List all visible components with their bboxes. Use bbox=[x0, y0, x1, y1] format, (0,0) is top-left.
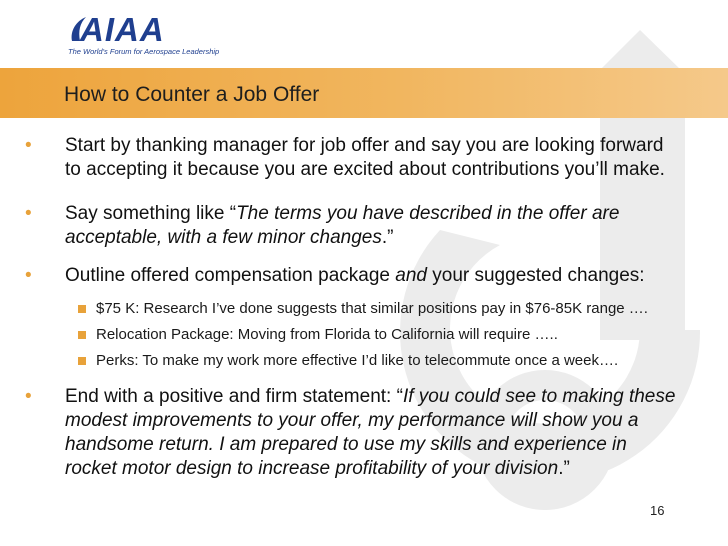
bullet-quote: rocket motor design to increase profitability of your division bbox=[65, 458, 559, 479]
bullet-quote: modest improvements to your offer, my performance will show you a bbox=[65, 410, 639, 431]
bullet-dot-icon: • bbox=[25, 265, 32, 286]
bullet-quote: handsome return. I am prepared to use my skills and experience in bbox=[65, 434, 627, 455]
logo-wordmark: AIAA bbox=[80, 11, 165, 48]
bullet-quote: acceptable, with a few minor changes bbox=[65, 227, 382, 248]
square-bullet-icon bbox=[78, 357, 86, 365]
bullet-dot-icon: • bbox=[25, 203, 32, 224]
bullet-quote: The terms you have described in the offer are bbox=[236, 203, 620, 224]
square-bullet-icon bbox=[78, 331, 86, 339]
square-bullet-icon bbox=[78, 305, 86, 313]
bullet-text: your suggested changes: bbox=[426, 265, 645, 286]
aiaa-logo bbox=[66, 11, 220, 62]
sub-bullet-text: Perks: To make my work more effective I’d like to telecommute once a week…. bbox=[96, 352, 619, 369]
bullet-text: End with a positive and firm statement: “ bbox=[65, 386, 403, 407]
bullet-dot-icon: • bbox=[25, 135, 32, 156]
bullet-text-line: to accepting it because you are excited about contributions you’ll make. bbox=[65, 159, 665, 180]
bullet-text: .” bbox=[558, 458, 570, 479]
bullet-text-line: Start by thanking manager for job offer and say you are looking forward bbox=[65, 135, 664, 156]
sub-bullet-text: Relocation Package: Moving from Florida to California will require ….. bbox=[96, 326, 558, 343]
logo-tagline: The World's Forum for Aerospace Leadership bbox=[68, 47, 220, 56]
bullet-quote: If you could see to making these bbox=[402, 386, 676, 407]
bullet-dot-icon: • bbox=[25, 386, 32, 407]
bullet-text: Say something like “ bbox=[65, 203, 237, 224]
sub-bullet-text: $75 K: Research I’ve done suggests that similar positions pay in $76-85K range …. bbox=[96, 300, 648, 317]
bullet-text: Outline offered compensation package bbox=[65, 265, 396, 286]
slide-title: How to Counter a Job Offer bbox=[64, 83, 320, 106]
page-number: 16 bbox=[650, 503, 665, 518]
bullet-text: .” bbox=[381, 227, 394, 248]
bullet-emphasis: and bbox=[395, 265, 427, 286]
